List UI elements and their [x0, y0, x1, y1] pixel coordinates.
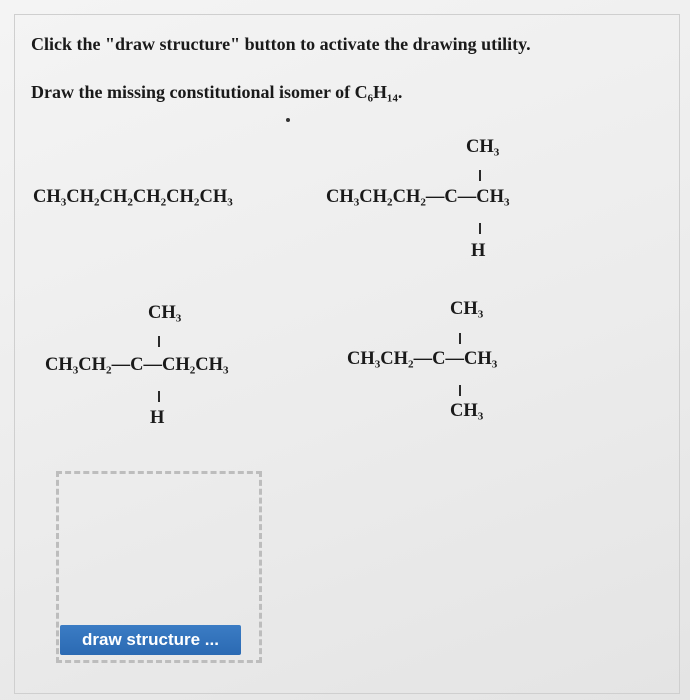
draw-structure-button[interactable]: draw structure ...: [60, 625, 241, 655]
structure-main-chain: CH₃CH₂CH₂CH₂CH₂CH₃: [33, 187, 233, 207]
substituent-bottom: H: [471, 241, 486, 261]
structure-main-chain: CH₃CH₂—C—CH₂CH₃: [45, 355, 229, 375]
structure-main-chain: CH₃CH₂—C—CH₃: [347, 349, 498, 369]
bond-vertical-bottom: [479, 223, 481, 234]
instruction-text: Click the "draw structure" button to activate the drawing utility.: [31, 34, 531, 54]
bond-vertical-top: [459, 333, 461, 344]
substituent-bottom: H: [150, 408, 165, 428]
bond-vertical-top: [158, 336, 160, 347]
cursor-dot: [286, 118, 290, 122]
bond-vertical-top: [479, 170, 481, 181]
structure-main-chain: CH₃CH₂CH₂—C—CH₃: [326, 187, 510, 207]
substituent-bottom: CH₃: [450, 401, 484, 421]
bond-vertical-bottom: [459, 385, 461, 396]
substituent-top: CH₃: [450, 299, 484, 319]
bond-vertical-bottom: [158, 391, 160, 402]
substituent-top: CH₃: [466, 137, 500, 157]
substituent-top: CH₃: [148, 303, 182, 323]
question-text: Draw the missing constitutional isomer of C₆H₁₄.: [31, 82, 403, 102]
